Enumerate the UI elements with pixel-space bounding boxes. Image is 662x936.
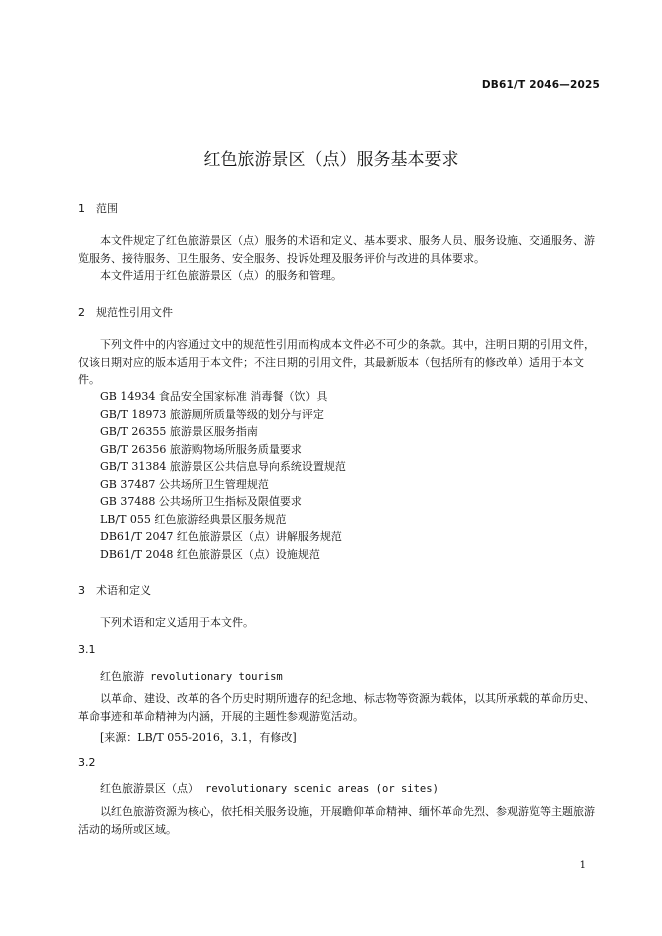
reference-item: DB61/T 2047 红色旅游景区（点）讲解服务规范 <box>100 530 342 543</box>
reference-item: GB 14934 食品安全国家标准 消毒餐（饮）具 <box>100 390 328 403</box>
term-english: revolutionary scenic areas (or sites) <box>205 783 439 795</box>
section-heading-scope <box>78 200 118 216</box>
term-english: revolutionary tourism <box>150 671 283 683</box>
paragraph: 下列文件中的内容通过文中的规范性引用而构成本文件必不可少的条款。其中，注明日期的引用文件，仅该日期对应的版本适用于本文件；不注日期的引用文件，其最新版本（包括所有的修改单）适用于本文件。 <box>78 338 595 386</box>
reference-item: DB61/T 2048 红色旅游景区（点）设施规范 <box>100 547 320 561</box>
term-definition: 以红色旅游资源为核心，依托相关服务设施，开展瞻仰革命精神、缅怀革命先烈、参观游览等主题旅游活动的场所或区域。 <box>78 805 595 836</box>
section-number: 2 <box>78 306 85 319</box>
reference-item: GB 37487 公共场所卫生管理规范 <box>100 477 269 491</box>
term-entry <box>100 780 439 796</box>
section-title: 术语和定义 <box>96 584 151 597</box>
reference-item: GB/T 26355 旅游景区服务指南 <box>100 425 258 438</box>
document-title: 红色旅游景区（点）服务基本要求 <box>203 150 459 170</box>
paragraph: 下列术语和定义适用于本文件。 <box>100 616 254 629</box>
section-title: 规范性引用文件 <box>96 306 173 319</box>
reference-item: GB/T 31384 旅游景区公共信息导向系统设置规范 <box>100 460 346 473</box>
reference-item: GB/T 26356 旅游购物场所服务质量要求 <box>100 442 302 456</box>
reference-item: GB 37488 公共场所卫生指标及限值要求 <box>100 495 302 508</box>
term-entry <box>100 668 283 684</box>
term-source: [来源：LB/T 055-2016，3.1，有修改] <box>100 731 297 744</box>
page-number: 1 <box>579 860 586 871</box>
reference-item: GB/T 18973 旅游厕所质量等级的划分与评定 <box>100 407 324 421</box>
section-heading-normative-references <box>78 304 173 320</box>
reference-list <box>100 388 346 563</box>
section-number: 3 <box>78 584 85 597</box>
section-heading-terms-definitions <box>78 582 151 598</box>
paragraph: 本文件适用于红色旅游景区（点）的服务和管理。 <box>100 269 342 282</box>
section-number: 1 <box>78 202 85 215</box>
term-chinese: 红色旅游 <box>100 670 144 683</box>
term-definition: 以革命、建设、改革的各个历史时期所遗存的纪念地、标志物等资源为载体，以其所承载的革命历史、革命事迹和革命精神为内涵，开展的主题性参观游览活动。 <box>78 692 595 723</box>
paragraph: 本文件规定了红色旅游景区（点）服务的术语和定义、基本要求、服务人员、服务设施、交通服务、游览服务、接待服务、卫生服务、安全服务、投诉处理及服务评价与改进的具体要求。 <box>78 234 595 265</box>
section-title: 范围 <box>96 202 118 215</box>
term-chinese: 红色旅游景区（点） <box>100 782 199 795</box>
term-number: 3.1 <box>78 643 96 656</box>
reference-item: LB/T 055 红色旅游经典景区服务规范 <box>100 512 287 526</box>
term-number: 3.2 <box>78 756 96 769</box>
standard-number: DB61/T 2046—2025 <box>481 79 600 91</box>
